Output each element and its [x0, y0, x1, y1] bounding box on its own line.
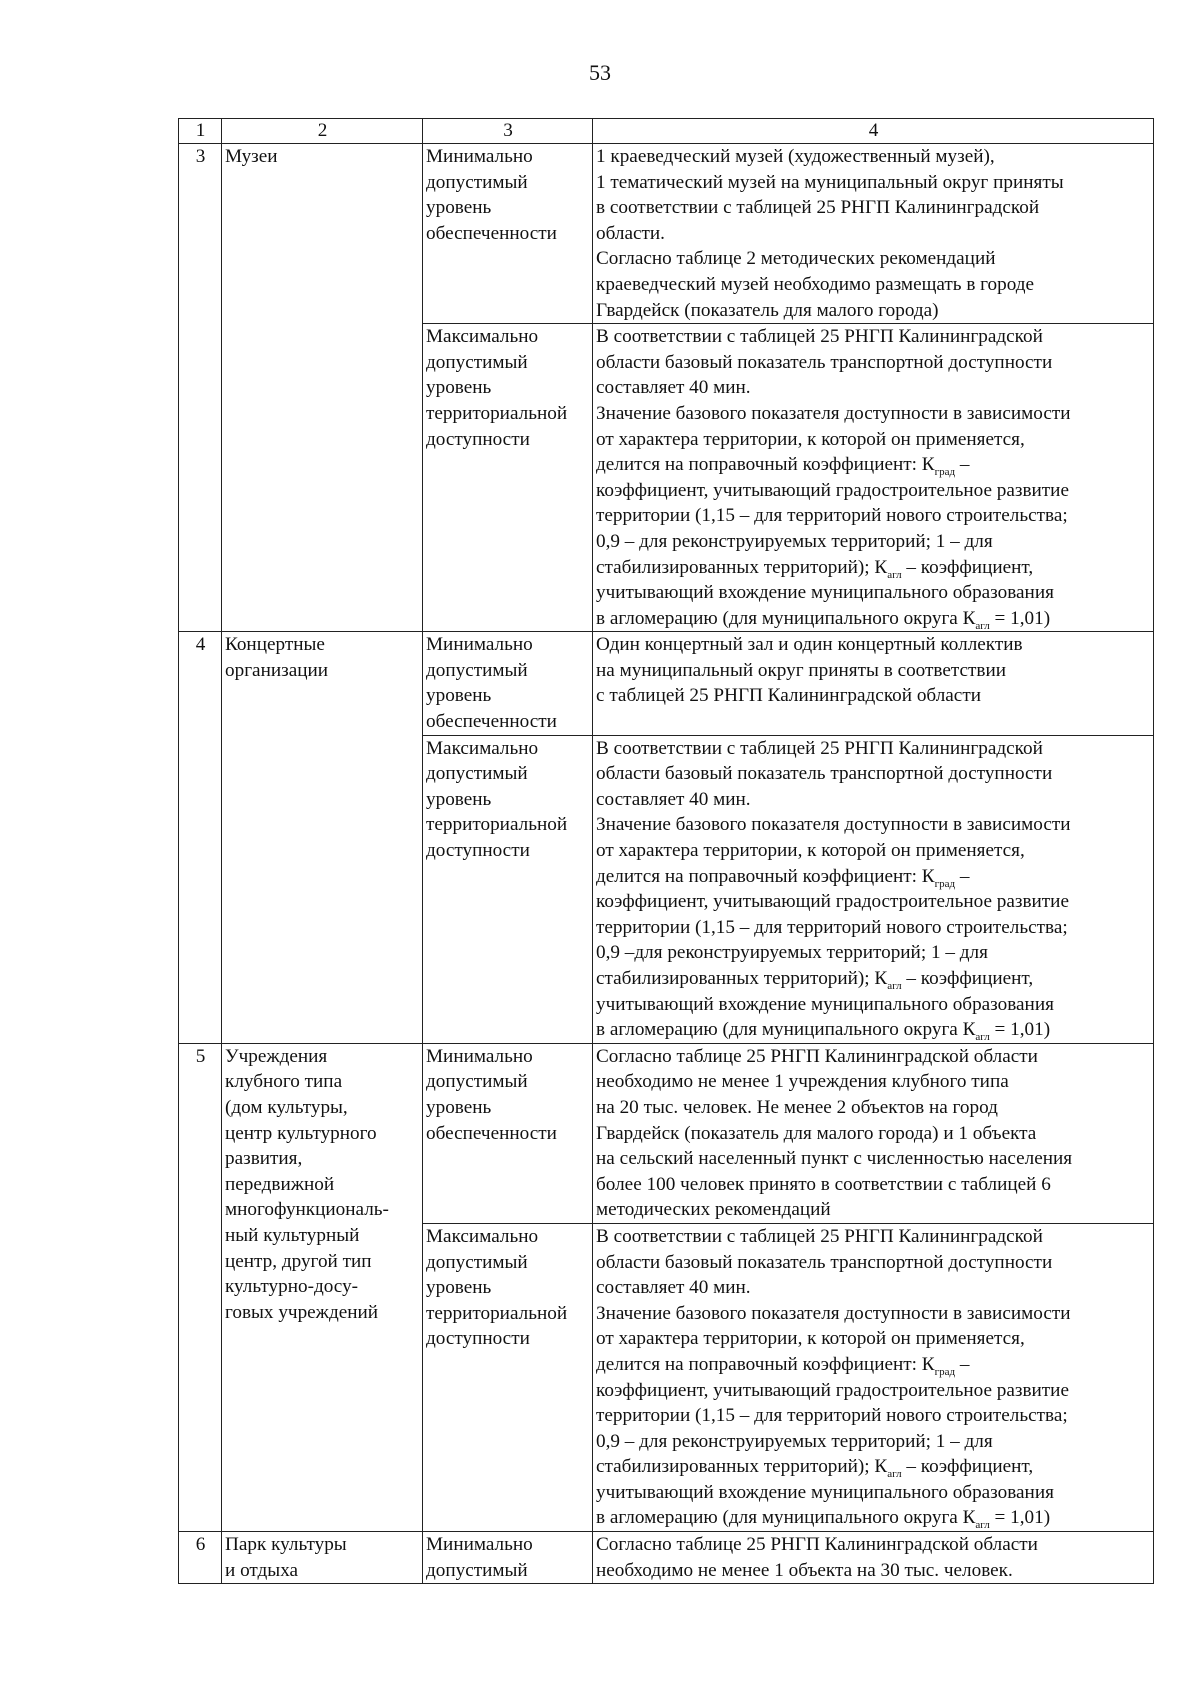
- facility-name: Музеи: [222, 144, 423, 632]
- table-row: [179, 1532, 1154, 1584]
- norms-table: [178, 118, 1154, 1584]
- value-cell: 1 краеведческий музей (художественный музей), 1 тематический музей на муниципальный округ приняты в соответствии с таблицей 25 РНГП Калининградской области. Согласно таблице 2 методических рекомендаций краеведческий музей необходимо размещать в городе Гвардейск (показатель для малого города): [593, 144, 1154, 324]
- table-row: [179, 632, 1154, 735]
- indicator-cell: Минимально допустимый: [423, 1532, 593, 1584]
- indicator-cell: Максимально допустимый уровень территориальной доступности: [423, 324, 593, 632]
- column-header: 4: [593, 119, 1154, 144]
- indicator-cell: Максимально допустимый уровень территориальной доступности: [423, 735, 593, 1043]
- value-cell: В соответствии с таблицей 25 РНГП Калининградской области базовый показатель транспортной доступности составляет 40 мин. Значение базового показателя доступности в зависимости от характера территории, к которой он применяется, делится на поправочный коэффициент: $К_{град}$ – коэффициент, учитывающий градостроительное развитие территории (1,15 – для территорий нового строительства; 0,9 – для реконструируемых территорий; 1 – для стабилизированных территорий); $К_{агл}$ – коэффициент, учитывающий вхождение муниципального образования в агломерацию (для муниципального округа $К_{агл} = 1,01$): [593, 1223, 1154, 1531]
- indicator-cell: Минимально допустимый уровень обеспеченности: [423, 144, 593, 324]
- table-row: [179, 1043, 1154, 1223]
- value-cell: Согласно таблице 25 РНГП Калининградской области необходимо не менее 1 объекта на 30 тыс. человек.: [593, 1532, 1154, 1584]
- row-number: 6: [179, 1532, 222, 1584]
- value-cell: В соответствии с таблицей 25 РНГП Калининградской области базовый показатель транспортной доступности составляет 40 мин. Значение базового показателя доступности в зависимости от характера территории, к которой он применяется, делится на поправочный коэффициент: $К_{град}$ – коэффициент, учитывающий градостроительное развитие территории (1,15 – для территорий нового строительства; 0,9 –для реконструируемых территорий; 1 – для стабилизированных территорий); $К_{агл}$ – коэффициент, учитывающий вхождение муниципального образования в агломерацию (для муниципального округа $К_{агл} = 1,01$): [593, 735, 1154, 1043]
- value-cell: Согласно таблице 25 РНГП Калининградской области необходимо не менее 1 учреждения клубного типа на 20 тыс. человек. Не менее 2 объектов на город Гвардейск (показатель для малого города) и 1 объекта на сельский населенный пункт с численностью населения более 100 человек принято в соответствии с таблицей 6 методических рекомендаций: [593, 1043, 1154, 1223]
- column-number-row: [179, 119, 1154, 144]
- column-header: 2: [222, 119, 423, 144]
- page-number: 53: [589, 60, 611, 85]
- indicator-cell: Максимально допустимый уровень территориальной доступности: [423, 1223, 593, 1531]
- facility-name: Парк культуры и отдыха: [222, 1532, 423, 1584]
- value-cell: Один концертный зал и один концертный коллектив на муниципальный округ приняты в соответствии с таблицей 25 РНГП Калининградской области: [593, 632, 1154, 735]
- column-header: 3: [423, 119, 593, 144]
- facility-name: Учреждения клубного типа (дом культуры, центр культурного развития, передвижной многофункциональ- ный культурный центр, другой тип культурно-досу- говых учреждений: [222, 1043, 423, 1531]
- facility-name: Концертные организации: [222, 632, 423, 1044]
- row-number: 3: [179, 144, 222, 632]
- value-cell: В соответствии с таблицей 25 РНГП Калининградской области базовый показатель транспортной доступности составляет 40 мин. Значение базового показателя доступности в зависимости от характера территории, к которой он применяется, делится на поправочный коэффициент: $К_{град}$ – коэффициент, учитывающий градостроительное развитие территории (1,15 – для территорий нового строительства; 0,9 – для реконструируемых территорий; 1 – для стабилизированных территорий); $К_{агл}$ – коэффициент, учитывающий вхождение муниципального образования в агломерацию (для муниципального округа $К_{агл} = 1,01$): [593, 324, 1154, 632]
- indicator-cell: Минимально допустимый уровень обеспеченности: [423, 632, 593, 735]
- row-number: 5: [179, 1043, 222, 1531]
- row-number: 4: [179, 632, 222, 1044]
- table-row: [179, 144, 1154, 324]
- column-header: 1: [179, 119, 222, 144]
- table-body: [179, 119, 1154, 1584]
- indicator-cell: Минимально допустимый уровень обеспеченности: [423, 1043, 593, 1223]
